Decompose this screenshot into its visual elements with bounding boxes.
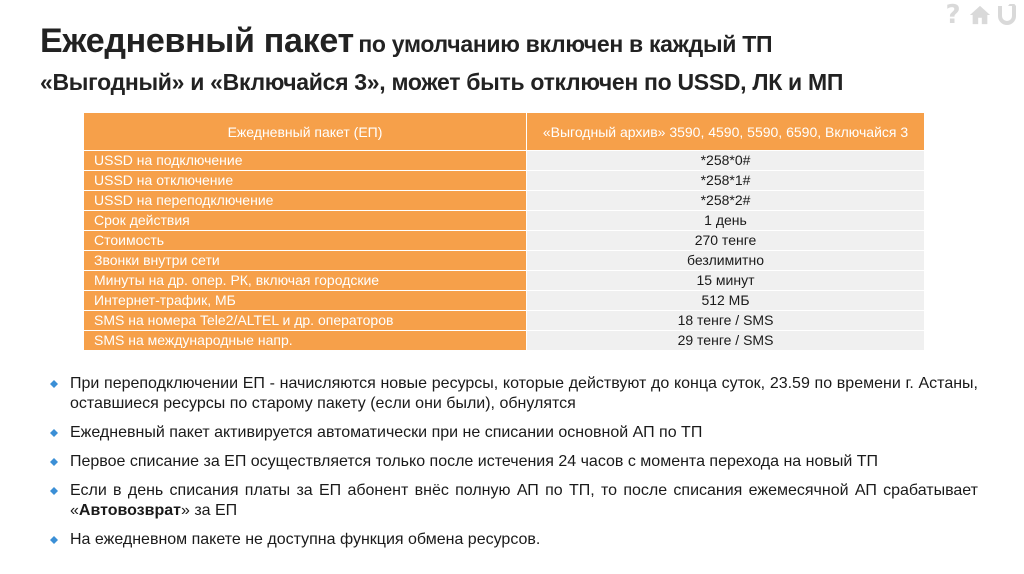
title-line-2: «Выгодный» и «Включайся 3», может быть отключен по USSD, ЛК и МП (40, 69, 844, 95)
diamond-bullet-icon (50, 487, 58, 495)
row-value: 512 МБ (527, 291, 925, 311)
row-value: *258*2# (527, 191, 925, 211)
row-label: SMS на номера Tele2/ALTEL и др. операторов (84, 311, 527, 331)
row-value: 18 тенге / SMS (527, 311, 925, 331)
list-item (50, 530, 978, 550)
note-text: Первое списание за ЕП осуществляется только после истечения 24 часов с момента перехода на новый ТП (70, 453, 879, 470)
list-item (50, 452, 978, 472)
table-row (84, 331, 925, 351)
row-label: Звонки внутри сети (84, 251, 527, 271)
row-value: 15 минут (527, 271, 925, 291)
tariff-table (83, 112, 925, 351)
table-header-package: Ежедневный пакет (ЕП) (84, 113, 527, 151)
table-header-plans: «Выгодный архив» 3590, 4590, 5590, 6590, Включайся 3 (527, 113, 925, 151)
table-row (84, 171, 925, 191)
note-text: Ежедневный пакет активируется автоматически при не списании основной АП по ТП (70, 424, 703, 441)
table-row (84, 151, 925, 171)
row-label: Минуты на др. опер. РК, включая городские (84, 271, 527, 291)
note-text: При переподключении ЕП - начисляются новые ресурсы, которые действуют до конца суток, 23.59 по времени г. Астаны, оставшиеся ресурсы по старому пакету (если они были), обнулятся (70, 375, 978, 412)
table-row (84, 191, 925, 211)
title-bold: Ежедневный пакет (40, 22, 354, 60)
row-value: 1 день (527, 211, 925, 231)
note-text-pre: Если в день списания платы за ЕП абонент внёс полную АП по ТП, то после списания ежемесячной АП срабатывает « (70, 482, 978, 519)
row-label: Интернет-трафик, МБ (84, 291, 527, 311)
row-label: USSD на подключение (84, 151, 527, 171)
diamond-bullet-icon (50, 458, 58, 466)
note-text-post: » за ЕП (180, 502, 238, 519)
table-row (84, 251, 925, 271)
row-label: USSD на переподключение (84, 191, 527, 211)
row-value: *258*1# (527, 171, 925, 191)
list-item (50, 481, 978, 521)
diamond-bullet-icon (50, 536, 58, 544)
row-value: 29 тенге / SMS (527, 331, 925, 351)
notes-list (50, 374, 978, 559)
list-item (50, 423, 978, 443)
table-header-row (84, 113, 925, 151)
row-label: Стоимость (84, 231, 527, 251)
row-label: SMS на международные напр. (84, 331, 527, 351)
diamond-bullet-icon (50, 429, 58, 437)
slide-title (40, 22, 1000, 96)
table-row (84, 271, 925, 291)
row-label: USSD на отключение (84, 171, 527, 191)
table-row (84, 291, 925, 311)
table-row (84, 231, 925, 251)
title-rest: по умолчанию включен в каждый ТП (358, 31, 773, 57)
row-value: безлимитно (527, 251, 925, 271)
note-text-bold: Автовозврат (78, 502, 181, 519)
row-value: *258*0# (527, 151, 925, 171)
diamond-bullet-icon (50, 380, 58, 388)
list-item (50, 374, 978, 414)
row-value: 270 тенге (527, 231, 925, 251)
table-row (84, 311, 925, 331)
row-label: Срок действия (84, 211, 527, 231)
note-text: На ежедневном пакете не доступна функция обмена ресурсов. (70, 531, 541, 548)
title-line-1 (40, 22, 1000, 61)
table-row (84, 211, 925, 231)
help-icon: ? (945, 0, 961, 30)
